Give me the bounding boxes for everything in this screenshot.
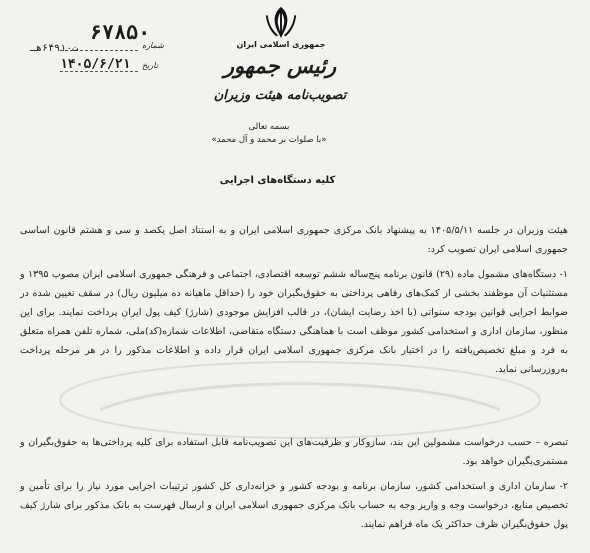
letter-date-value: ۱۴۰۵/۶/۲۱ — [60, 57, 131, 72]
iran-emblem-icon — [262, 4, 300, 42]
addressee-heading: کلیه دستگاه‌های اجرایی — [219, 175, 336, 186]
republic-label: جمهوری اسلامی ایران — [236, 40, 326, 49]
president-title: رئیس جمهور — [223, 53, 337, 78]
paragraph-intro: هیئت وزیران در جلسه ۱۴۰۵/۵/۱۱ به پیشنهاد بانک مرکزی جمهوری اسلامی ایران و به استناد اصل یکصد و سی و هشتم قانون اساسی جمهوری اسلامی ایران تصویب کرد: — [20, 225, 568, 255]
reference-code: ت۶۴۹۱۰هـ — [30, 43, 79, 54]
date-divider — [60, 71, 138, 72]
basmala-text: بسمه تعالی — [248, 122, 290, 132]
paragraph-note: تبصره – حسب درخواست مشمولین این بند، سازوکار و ظرفیت‌های این تصویب‌نامه قابل استفاده برای کلیه پرداختی‌ها به حقوق‌بگیران و مستمری‌بگیران خواهد بود. — [20, 437, 568, 467]
salawat-text: «با صلوات بر محمد و آل محمد» — [211, 135, 327, 145]
paragraph-article-1: ۱- دستگاه‌های مشمول ماده (۲۹) قانون برنامه پنج‌ساله ششم توسعه اقتصادی، اجتماعی و فرهنگی جمهوری اسلامی ایران مصوب ۱۳۹۵ و مستثنیات آن موظفند بخشی از کمک‌های رفاهی پرداختی به حقوق‌بگیران خود را (حداقل ماهیانه ده میلیون ریال) در سقف تعیین شده در ضوابط اجرایی قوانین بودجه سنواتی (با اخذ رضایت ایشان)، در قالب افزایش موجودی (شارژ) کیف پول ایران پرداخت نمایند. برای این منظور، سازمان اداری و استخدامی کشور موظف است با هماهنگی دستگاه متقاضی، اطلاعات شماره(کد)ملی، شماره تلفن همراه متعلق به فرد و مبلغ تخصیص‌یافته را در اختیار بانک مرکزی جمهوری اسلامی ایران قرار داده و اطلاعات مذکور را در هر مرحله پرداخت به‌روزرسانی نماید. — [20, 269, 568, 375]
letter-date-label: تاریخ — [142, 61, 158, 70]
letter-number-label: شماره — [142, 41, 164, 50]
cabinet-decree-subtitle: تصویب‌نامه هیئت وزیران — [213, 88, 347, 103]
paragraph-article-2: ۲- سازمان اداری و استخدامی کشور، سازمان برنامه و بودجه کشور و خزانه‌داری کل کشور ترتیبات اجرایی مورد نیاز را برای تأمین و تخصیص منابع، درخواست وجه و واریز وجه به حساب بانک مرکزی جمهوری اسلامی ایران و ارسال فهرست به بانک مذکور برای شارژ کیف پول حقوق‌بگیران ظرف حداکثر یک ماه فراهم نمایند. — [20, 481, 568, 530]
letter-number-value: ۶۷۸۵۰ — [90, 20, 151, 44]
